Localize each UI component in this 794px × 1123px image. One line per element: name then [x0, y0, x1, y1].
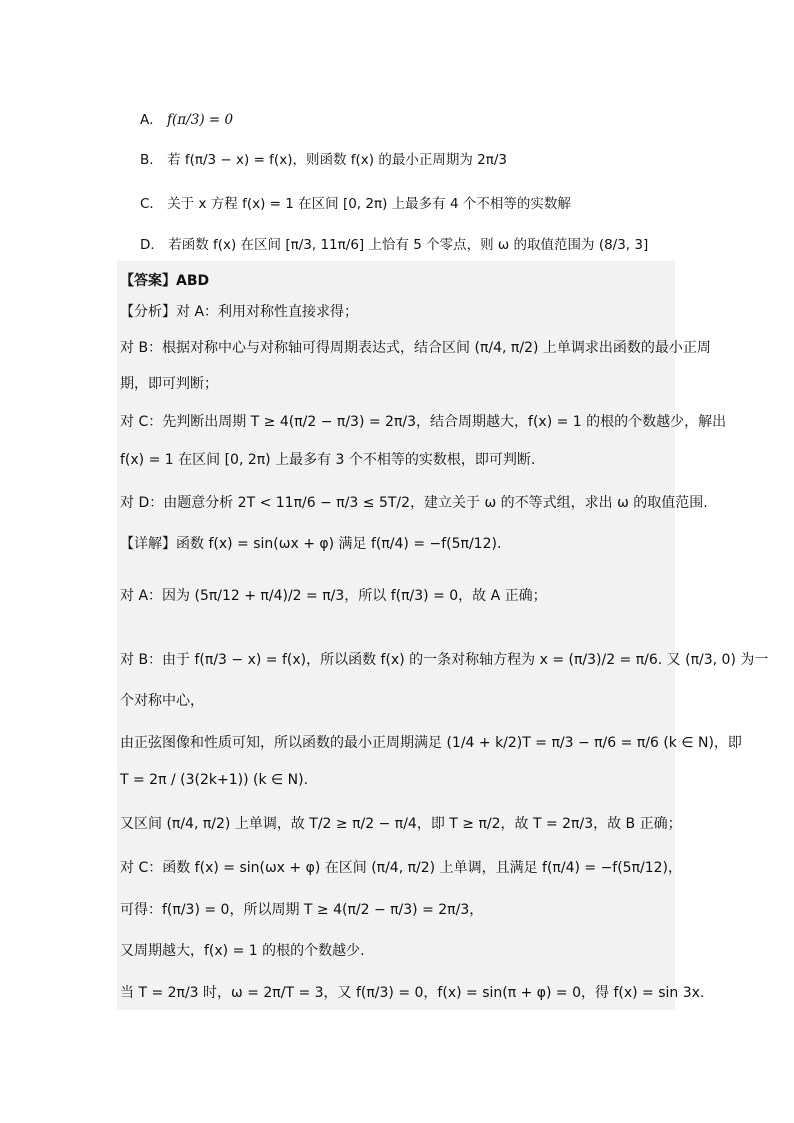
- option-c-text: 关于 x 方程 f(x) = 1 在区间 [0, 2π) 上最多有 4 个不相等的实数解: [167, 196, 571, 212]
- option-b: B． 若 f(π/3 − x) = f(x)，则函数 f(x) 的最小正周期为 2π/3: [140, 152, 507, 168]
- solution-line: 个对称中心，: [120, 693, 204, 709]
- answer-line: 【答案】ABD: [120, 273, 210, 289]
- solution-line: 又区间 (π/4, π/2) 上单调，故 T/2 ≥ π/2 − π/4，即 T ≥ π/2，故 T = 2π/3，故 B 正确；: [120, 816, 682, 832]
- solution-line: 当 T = 2π/3 时，ω = 2π/T = 3，又 f(π/3) = 0，f(x) = sin(π + φ) = 0，得 f(x) = sin 3x.: [120, 985, 705, 1001]
- solution-line: 对 C：先判断出周期 T ≥ 4(π/2 − π/3) = 2π/3，结合周期越大，f(x) = 1 的根的个数越少，解出: [120, 414, 727, 430]
- solution-line: 对 B：由于 f(π/3 − x) = f(x)，所以函数 f(x) 的一条对称轴方程为 x = (π/3)/2 = π/6. 又 (π/3, 0) 为一: [120, 652, 769, 668]
- option-d-text: 若函数 f(x) 在区间 [π/3, 11π/6] 上恰有 5 个零点，则 ω 的取值范围为 (8/3, 3]: [168, 237, 649, 253]
- option-b-text: 若 f(π/3 − x) = f(x)，则函数 f(x) 的最小正周期为 2π/3: [167, 152, 507, 168]
- option-d: D． 若函数 f(x) 在区间 [π/3, 11π/6] 上恰有 5 个零点，则 ω 的取值范围为 (8/3, 3]: [140, 237, 649, 253]
- solution-line: 期，即可判断；: [120, 376, 218, 392]
- solution-line: f(x) = 1 在区间 [0, 2π) 上最多有 3 个不相等的实数根，即可判断.: [120, 452, 536, 468]
- solution-line: 【详解】函数 f(x) = sin(ωx + φ) 满足 f(π/4) = −f(5π/12).: [120, 536, 502, 552]
- option-a: A． f(π/3) = 0: [140, 112, 234, 128]
- option-a-text: f(π/3) = 0: [167, 112, 234, 128]
- solution-line: T = 2π / (3(2k+1)) (k ∈ N).: [120, 772, 309, 788]
- solution-line: 可得：f(π/3) = 0，所以周期 T ≥ 4(π/2 − π/3) = 2π/3，: [120, 902, 484, 918]
- solution-line: 对 B：根据对称中心与对称轴可得周期表达式，结合区间 (π/4, π/2) 上单调求出函数的最小正周: [120, 340, 711, 356]
- solution-line: 对 C：函数 f(x) = sin(ωx + φ) 在区间 (π/4, π/2) 上单调，且满足 f(π/4) = −f(5π/12)，: [120, 860, 683, 876]
- analysis-line: 【分析】对 A：利用对称性直接求得；: [120, 304, 359, 320]
- solution-line: 对 A：因为 (5π/12 + π/4)/2 = π/3，所以 f(π/3) = 0，故 A 正确；: [120, 588, 547, 604]
- solution-line: 对 D：由题意分析 2T < 11π/6 − π/3 ≤ 5T/2，建立关于 ω 的不等式组，求出 ω 的取值范围.: [120, 495, 708, 511]
- option-c: C． 关于 x 方程 f(x) = 1 在区间 [0, 2π) 上最多有 4 个不相等的实数解: [140, 196, 571, 212]
- solution-line: 由正弦图像和性质可知，所以函数的最小正周期满足 (1/4 + k/2)T = π/3 − π/6 = π/6 (k ∈ N)，即: [120, 735, 742, 751]
- solution-line: 又周期越大，f(x) = 1 的根的个数越少.: [120, 943, 365, 959]
